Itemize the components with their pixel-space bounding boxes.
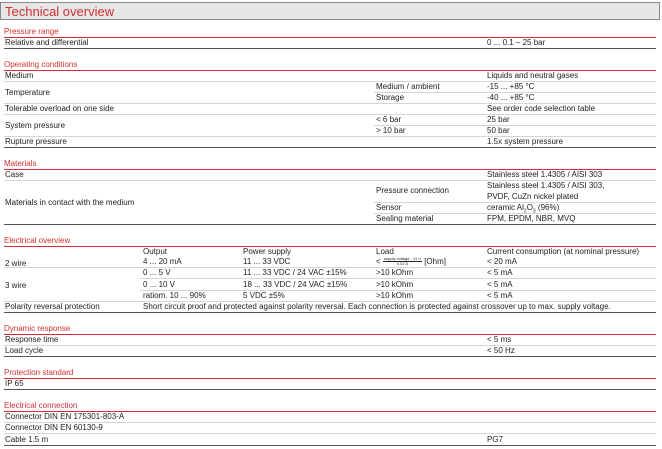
divider [4,114,656,115]
pressure-label: Relative and differential [5,38,89,47]
wire2-current: < 20 mA [487,257,518,266]
divider [140,278,656,279]
sensor-sub: Sensor [376,203,402,212]
divider [4,345,656,346]
wire3-row2-supply: 18 ... 33 VDC / 24 VAC ±15% [243,280,348,289]
temperature-ambient-value: -15 ... +85 °C [487,82,535,91]
contact-materials-label: Materials in contact with the medium [5,198,135,207]
wire2-load-numerator: supply voltage - 11 V [383,256,421,262]
temperature-label: Temperature [5,88,50,97]
divider [374,125,656,126]
section-operating-conditions: Operating conditions [4,60,78,69]
medium-label: Medium [5,71,34,80]
polarity-label: Polarity reversal protection [5,302,100,311]
system-pressure-low-value: 25 bar [487,115,510,124]
response-time-value: < 5 ms [487,335,512,344]
wire2-load-formula [383,257,422,266]
wire3-label: 3 wire [5,281,27,290]
col-power-supply: Power supply [243,247,292,256]
sensor-value-subscript: 2 [523,208,527,215]
case-label: Case [5,170,24,179]
page-title: Technical overview [5,4,115,19]
sealing-value: FPM, EPDM, NBR, MVQ [487,214,576,223]
wire2-supply: 11 ... 33 VDC [243,257,291,266]
wire2-output: 4 ... 20 mA [143,257,182,266]
sensor-value-text: (96%) [535,203,560,212]
temperature-sub-ambient: Medium / ambient [376,82,440,91]
load-cycle-label: Load cycle [5,346,44,355]
pressure-connection-value-1: Stainless steel 1.4305 / AISI 303, [487,181,605,190]
wire3-row3-output: ratiom. 10 ... 90% [143,291,206,300]
pressure-value: 0 ... 0.1 – 25 bar [487,38,546,47]
section-protection-standard: Protection standard [4,368,74,377]
divider [4,378,656,379]
temperature-storage-value: -40 ... +85 °C [487,93,535,102]
section-electrical-overview: Electrical overview [4,236,71,245]
system-pressure-sub-high: > 10 bar [376,126,406,135]
section-materials: Materials [4,159,37,168]
cable-label: Cable 1.5 m [5,435,49,444]
sealing-sub: Sealing material [376,214,434,223]
col-current: Current consumption (at nominal pressure) [487,247,640,256]
wire2-load-unit: [Ohm] [424,257,446,266]
response-time-label: Response time [5,335,59,344]
wire2-load-lt: < [376,257,381,266]
wire3-row3-current: < 5 mA [487,291,513,300]
overload-label: Tolerable overload on one side [5,104,114,113]
wire3-row1-load: >10 kOhm [376,268,414,277]
case-value: Stainless steel 1.4305 / AISI 303 [487,170,603,179]
col-load: Load [376,247,394,256]
polarity-value: Short circuit proof and protected against polarity reversal. Each connection is protected against crossover up to max. supply voltage. [143,302,611,311]
wire2-load-denominator: 0.02 A [396,261,409,267]
wire3-row3-supply: 5 VDC ±5% [243,291,285,300]
divider [4,389,656,390]
system-pressure-high-value: 50 bar [487,126,510,135]
divider [4,147,656,148]
divider [4,37,656,38]
wire3-row2-current: < 5 mA [487,280,513,289]
title-banner [0,2,660,20]
connector-2: Connector DIN EN 60130-9 [5,423,103,432]
connector-1: Connector DIN EN 175301-803-A [5,412,125,421]
wire3-row3-load: >10 kOhm [376,291,414,300]
temperature-sub-storage: Storage [376,93,405,102]
pressure-connection-sub: Pressure connection [376,186,449,195]
system-pressure-sub-low: < 6 bar [376,115,402,124]
wire3-row2-output: 0 ... 10 V [143,280,176,289]
rupture-label: Rupture pressure [5,137,67,146]
divider [4,48,656,49]
section-pressure-range: Pressure range [4,27,59,36]
wire2-load [376,257,446,266]
divider [4,312,656,313]
protection-value: IP 65 [5,379,24,388]
wire2-label: 2 wire [5,259,27,268]
divider [4,224,656,225]
wire3-row1-supply: 11 ... 33 VDC / 24 VAC ±15% [243,268,347,277]
divider [4,81,656,82]
system-pressure-label: System pressure [5,121,66,130]
section-dynamic-response: Dynamic response [4,324,71,333]
rupture-value: 1.5x system pressure [487,137,564,146]
pressure-connection-value-2: PVDF, CuZn nickel plated [487,192,579,201]
sensor-value-subscript: 3 [532,208,536,215]
load-cycle-value: < 50 Hz [487,346,515,355]
divider [4,356,656,357]
divider [4,445,656,446]
cable-value: PG7 [487,435,504,444]
section-electrical-connection: Electrical connection [4,401,78,410]
wire3-row1-current: < 5 mA [487,268,513,277]
sensor-value-text: ceramic Al [487,203,524,212]
divider [4,433,656,434]
col-output: Output [143,247,168,256]
overload-value: See order code selection table [487,104,596,113]
sensor-value-text: O [526,203,533,212]
divider [4,334,656,335]
medium-value: Liquids and neutral gases [487,71,579,80]
wire3-row2-load: >10 kOhm [376,280,414,289]
wire3-row1-output: 0 ... 5 V [143,268,171,277]
